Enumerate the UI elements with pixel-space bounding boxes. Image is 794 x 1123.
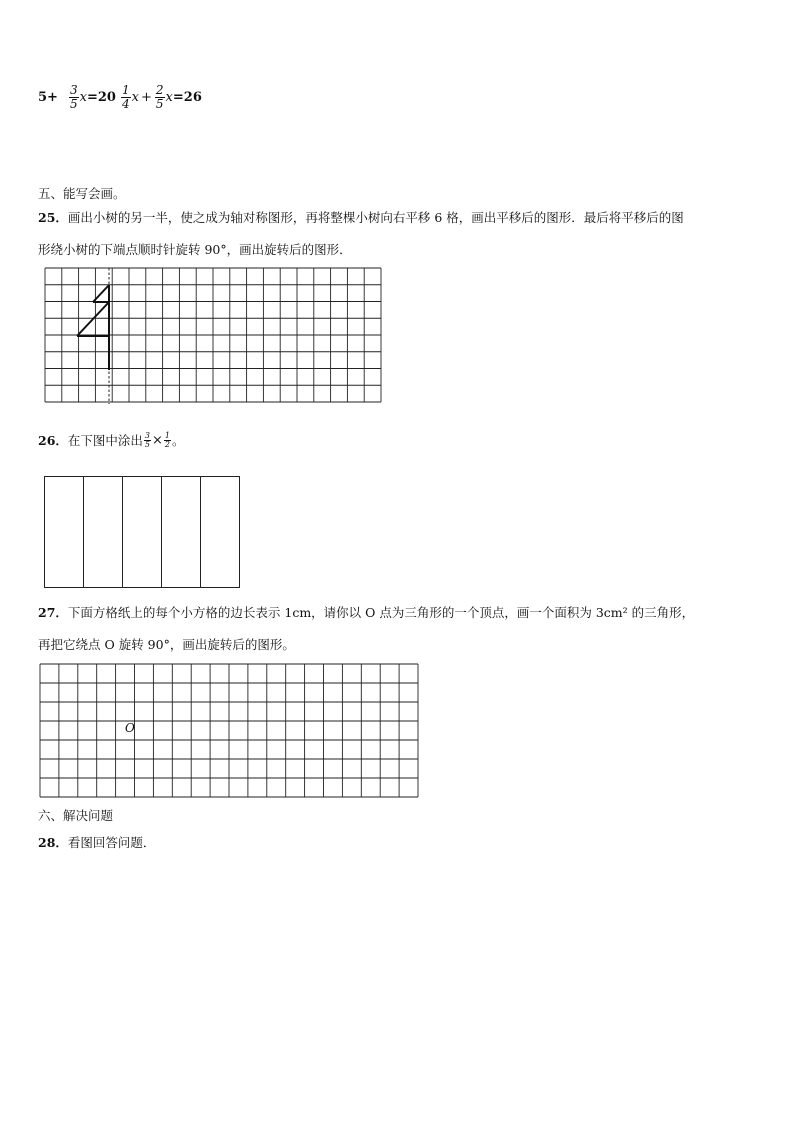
question-27-grid <box>40 664 421 799</box>
question-26-rectangle <box>44 476 241 589</box>
question-25-line-2: 形绕小树的下端点顺时针旋转 90°，画出旋转后的图形． <box>38 242 352 257</box>
equation-2-variable-2: x <box>165 90 173 105</box>
question-27-line-1: 27．下面方格纸上的每个小方格的边长表示 1cm，请你以 O 点为三角形的一个顶点，画一个面积为 3cm² 的三角形， <box>38 605 695 620</box>
equation-1-result: =20 <box>86 90 116 105</box>
equation-2-fraction-2: $\frac{2}{5}$ <box>155 83 164 111</box>
tree-half-figure <box>77 285 109 370</box>
equation-2-fraction-1: $\frac{1}{4}$ <box>122 83 130 111</box>
question-26-fraction-1: $\frac{3}{5}$ <box>144 430 151 449</box>
equation-1 <box>38 84 116 111</box>
equation-2-plus: + <box>140 90 152 105</box>
question-26-fraction-2: $\frac{1}{2}$ <box>164 430 171 449</box>
question-25-grid <box>45 268 383 404</box>
equation-2-result: =26 <box>172 90 202 105</box>
question-28: 28．看图回答问题． <box>38 835 156 850</box>
section-6-title: 六、解决问题 <box>38 808 114 823</box>
question-27-line-2: 再把它绕点 O 旋转 90°，画出旋转后的图形。 <box>38 637 295 652</box>
equation-1-prefix: 5+ <box>38 90 58 105</box>
question-27-number: 27． <box>38 605 68 620</box>
question-26: 26． 在下图中涂出 $\frac{3}{5}$ × $\frac{1}{2}$ 。 <box>38 430 185 449</box>
question-28-number: 28． <box>38 835 68 850</box>
section-5-title: 五、能写会画。 <box>38 186 126 201</box>
point-o-label: O <box>125 721 135 735</box>
equation-2-variable-1: x <box>131 90 139 105</box>
equation-2 <box>120 84 202 111</box>
equation-1-fraction: $\frac{3}{5}$ <box>69 83 78 111</box>
question-26-number: 26． <box>38 433 68 448</box>
equation-1-variable: x <box>79 90 87 105</box>
question-25-number: 25． <box>38 210 68 225</box>
question-25-line-1: 25．画出小树的另一半，使之成为轴对称图形，再将整棵小树向右平移 6 格，画出平移后的图形．最后将平移后的图 <box>38 210 684 225</box>
